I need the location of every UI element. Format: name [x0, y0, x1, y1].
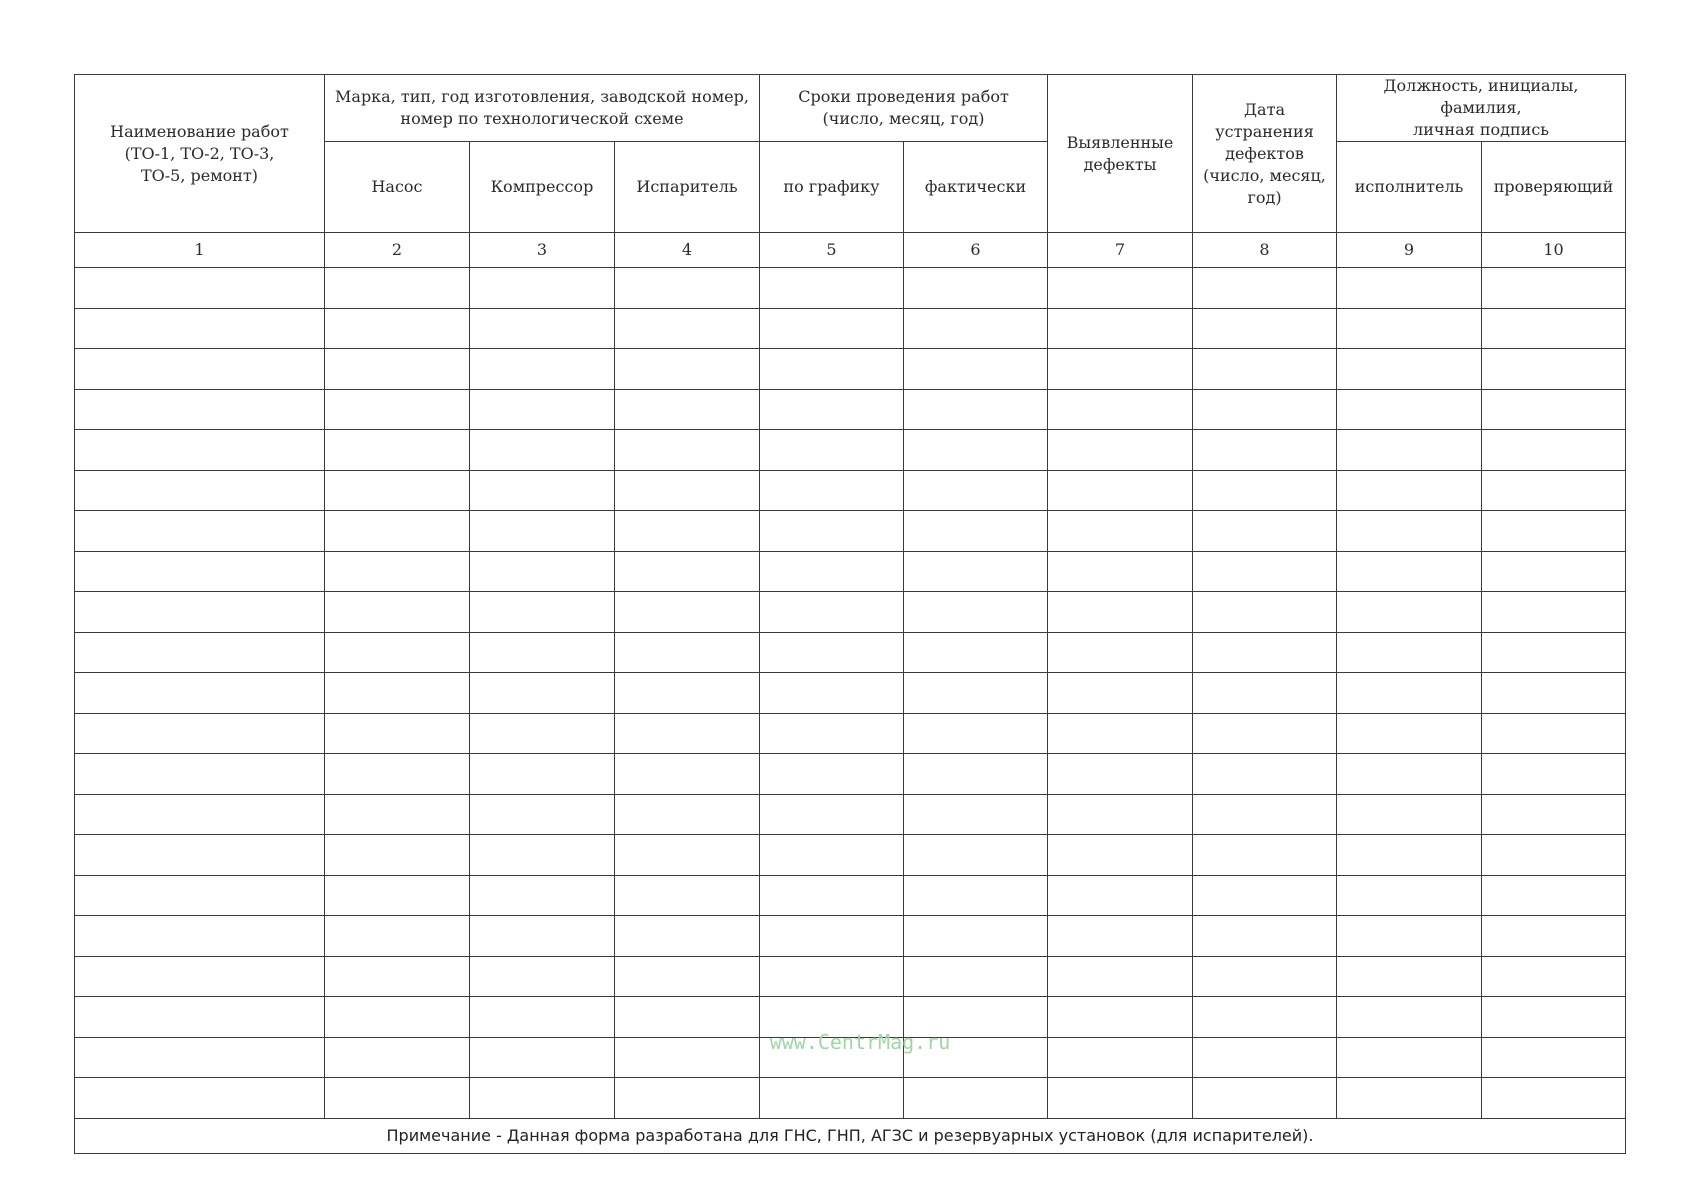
table-cell[interactable]: [1482, 511, 1626, 552]
table-row: [75, 349, 1626, 390]
table-cell[interactable]: [75, 470, 325, 511]
table-cell[interactable]: [1193, 997, 1337, 1038]
table-cell[interactable]: [1193, 470, 1337, 511]
header-defect-fix-date: Дата устранения дефектов (число, месяц, год): [1193, 75, 1337, 233]
table-cell[interactable]: [904, 389, 1048, 430]
table-cell[interactable]: [470, 1078, 615, 1119]
table-cell[interactable]: [1337, 551, 1482, 592]
table-cell[interactable]: [615, 1078, 760, 1119]
table-cell[interactable]: [1482, 268, 1626, 309]
table-cell[interactable]: [615, 713, 760, 754]
table-cell[interactable]: [904, 1078, 1048, 1119]
table-cell[interactable]: [1048, 997, 1193, 1038]
column-number: 3: [470, 233, 615, 268]
table-cell[interactable]: [904, 268, 1048, 309]
table-cell[interactable]: [1048, 511, 1193, 552]
table-cell[interactable]: [615, 632, 760, 673]
table-cell[interactable]: [904, 794, 1048, 835]
table-cell[interactable]: [325, 875, 470, 916]
header-compressor: Компрессор: [470, 142, 615, 233]
table-cell[interactable]: [760, 308, 904, 349]
table-cell[interactable]: [1337, 268, 1482, 309]
table-cell[interactable]: [325, 389, 470, 430]
table-cell[interactable]: [1193, 349, 1337, 390]
table-cell[interactable]: [1048, 875, 1193, 916]
table-cell[interactable]: [615, 835, 760, 876]
table-cell[interactable]: [1193, 268, 1337, 309]
empty-entry-rows: [75, 268, 1626, 1119]
table-cell[interactable]: [615, 754, 760, 795]
table-cell[interactable]: [1193, 754, 1337, 795]
table-cell[interactable]: [470, 916, 615, 957]
table-cell[interactable]: [1482, 349, 1626, 390]
table-cell[interactable]: [470, 308, 615, 349]
table-cell[interactable]: [615, 470, 760, 511]
table-cell[interactable]: [615, 430, 760, 471]
header-inspector: проверяющий: [1482, 142, 1626, 233]
table-cell[interactable]: [325, 470, 470, 511]
table-cell[interactable]: [1193, 956, 1337, 997]
table-cell[interactable]: [1193, 916, 1337, 957]
table-cell[interactable]: [904, 551, 1048, 592]
table-cell[interactable]: [904, 835, 1048, 876]
table-cell[interactable]: [1337, 997, 1482, 1038]
table-cell[interactable]: [325, 349, 470, 390]
table-cell[interactable]: [1482, 673, 1626, 714]
table-cell[interactable]: [1482, 308, 1626, 349]
table-cell[interactable]: [75, 1078, 325, 1119]
table-cell[interactable]: [615, 592, 760, 633]
table-cell[interactable]: [760, 956, 904, 997]
table-cell[interactable]: [325, 754, 470, 795]
table-cell[interactable]: [615, 916, 760, 957]
table-cell[interactable]: [1337, 916, 1482, 957]
table-cell[interactable]: [1337, 632, 1482, 673]
table-cell[interactable]: [75, 551, 325, 592]
table-cell[interactable]: [325, 713, 470, 754]
table-cell[interactable]: [1482, 551, 1626, 592]
table-cell[interactable]: [1193, 794, 1337, 835]
header-row-top: [75, 75, 1626, 142]
table-cell[interactable]: [904, 592, 1048, 633]
table-cell[interactable]: [615, 997, 760, 1038]
table-cell[interactable]: [760, 592, 904, 633]
column-number: 4: [615, 233, 760, 268]
table-cell[interactable]: [75, 875, 325, 916]
table-cell[interactable]: [75, 794, 325, 835]
table-cell[interactable]: [1048, 713, 1193, 754]
table-cell[interactable]: [470, 835, 615, 876]
table-cell[interactable]: [325, 511, 470, 552]
table-cell[interactable]: [1337, 713, 1482, 754]
table-cell[interactable]: [760, 997, 904, 1038]
table-cell[interactable]: [1482, 430, 1626, 471]
table-cell[interactable]: [470, 875, 615, 916]
table-cell[interactable]: [75, 268, 325, 309]
table-cell[interactable]: [1337, 794, 1482, 835]
header-equipment-group: Марка, тип, год изготовления, заводской номер, номер по технологической схеме: [325, 75, 760, 142]
table-cell[interactable]: [325, 551, 470, 592]
table-cell[interactable]: [1048, 794, 1193, 835]
table-cell[interactable]: [75, 389, 325, 430]
table-cell[interactable]: [1048, 592, 1193, 633]
table-row: [75, 997, 1626, 1038]
table-cell[interactable]: [1337, 673, 1482, 714]
column-number: 1: [75, 233, 325, 268]
table-row: [75, 673, 1626, 714]
table-cell[interactable]: [1193, 632, 1337, 673]
form-note: Примечание - Данная форма разработана для ГНС, ГНП, АГЗС и резервуарных установок (для испарителей).: [75, 1118, 1626, 1153]
table-cell[interactable]: [1337, 470, 1482, 511]
table-cell[interactable]: [615, 875, 760, 916]
table-cell[interactable]: [615, 389, 760, 430]
table-cell[interactable]: [760, 754, 904, 795]
table-row: [75, 1037, 1626, 1078]
table-cell[interactable]: [470, 592, 615, 633]
table-cell[interactable]: [75, 308, 325, 349]
column-number: 9: [1337, 233, 1482, 268]
table-cell[interactable]: [1048, 956, 1193, 997]
table-cell[interactable]: [1048, 268, 1193, 309]
table-cell[interactable]: [75, 632, 325, 673]
table-cell[interactable]: [325, 997, 470, 1038]
table-cell[interactable]: [904, 754, 1048, 795]
table-cell[interactable]: [1048, 389, 1193, 430]
header-evaporator: Испаритель: [615, 142, 760, 233]
header-actual: фактически: [904, 142, 1048, 233]
table-cell[interactable]: [1193, 713, 1337, 754]
table-cell[interactable]: [75, 1037, 325, 1078]
table-cell[interactable]: [75, 673, 325, 714]
column-numbers-row: [75, 233, 1626, 268]
table-cell[interactable]: [1048, 308, 1193, 349]
table-cell[interactable]: [1482, 1078, 1626, 1119]
table-cell[interactable]: [1048, 754, 1193, 795]
table-cell[interactable]: [325, 632, 470, 673]
table-cell[interactable]: [760, 673, 904, 714]
table-cell[interactable]: [75, 592, 325, 633]
table-cell[interactable]: [1337, 430, 1482, 471]
table-row: [75, 1078, 1626, 1119]
table-cell[interactable]: [904, 875, 1048, 916]
table-cell[interactable]: [1048, 916, 1193, 957]
table-cell[interactable]: [1337, 1078, 1482, 1119]
table-cell[interactable]: [904, 1037, 1048, 1078]
table-cell[interactable]: [470, 997, 615, 1038]
table-cell[interactable]: [1482, 592, 1626, 633]
table-cell[interactable]: [1482, 875, 1626, 916]
table-cell[interactable]: [1482, 835, 1626, 876]
table-cell[interactable]: [470, 632, 615, 673]
table-cell[interactable]: [760, 349, 904, 390]
table-cell[interactable]: [75, 430, 325, 471]
column-number: 6: [904, 233, 1048, 268]
table-cell[interactable]: [904, 916, 1048, 957]
table-cell[interactable]: [470, 754, 615, 795]
table-cell[interactable]: [1482, 713, 1626, 754]
note-row: [75, 1118, 1626, 1153]
table-cell[interactable]: [470, 430, 615, 471]
header-defects: Выявленные дефекты: [1048, 75, 1193, 233]
table-cell[interactable]: [1193, 592, 1337, 633]
table-row: [75, 389, 1626, 430]
table-cell[interactable]: [760, 835, 904, 876]
table-cell[interactable]: [1048, 835, 1193, 876]
table-cell[interactable]: [904, 713, 1048, 754]
table-row: [75, 511, 1626, 552]
table-cell[interactable]: [615, 1037, 760, 1078]
table-row: [75, 835, 1626, 876]
table-cell[interactable]: [325, 1037, 470, 1078]
table-row: [75, 430, 1626, 471]
table-cell[interactable]: [470, 956, 615, 997]
table-cell[interactable]: [904, 430, 1048, 471]
table-cell[interactable]: [470, 794, 615, 835]
table-row: [75, 268, 1626, 309]
table-cell[interactable]: [760, 268, 904, 309]
table-cell[interactable]: [615, 551, 760, 592]
table-row: [75, 875, 1626, 916]
table-cell[interactable]: [760, 713, 904, 754]
header-signature-group: Должность, инициалы, фамилия, личная подпись: [1337, 75, 1626, 142]
table-cell[interactable]: [1193, 308, 1337, 349]
table-cell[interactable]: [470, 713, 615, 754]
table-cell[interactable]: [75, 713, 325, 754]
watermark-text: www.CentrMag.ru: [769, 1030, 951, 1054]
table-cell[interactable]: [470, 673, 615, 714]
table-cell[interactable]: [470, 349, 615, 390]
table-cell[interactable]: [904, 956, 1048, 997]
table-cell[interactable]: [1048, 673, 1193, 714]
table-cell[interactable]: [1482, 754, 1626, 795]
table-cell[interactable]: [1337, 956, 1482, 997]
table-cell[interactable]: [1337, 754, 1482, 795]
table-row: [75, 916, 1626, 957]
table-cell[interactable]: [325, 308, 470, 349]
table-row: [75, 632, 1626, 673]
table-row: [75, 956, 1626, 997]
table-cell[interactable]: [75, 511, 325, 552]
table-cell[interactable]: [1337, 511, 1482, 552]
table-cell[interactable]: [470, 268, 615, 309]
header-dates-group: Сроки проведения работ (число, месяц, год): [760, 75, 1048, 142]
table-cell[interactable]: [615, 673, 760, 714]
table-cell[interactable]: [1337, 308, 1482, 349]
table-row: [75, 592, 1626, 633]
table-cell[interactable]: [1048, 470, 1193, 511]
table-cell[interactable]: [760, 794, 904, 835]
table-cell[interactable]: [325, 268, 470, 309]
table-cell[interactable]: [904, 632, 1048, 673]
table-cell[interactable]: [760, 1078, 904, 1119]
table-cell[interactable]: [470, 1037, 615, 1078]
table-cell[interactable]: [1193, 835, 1337, 876]
header-executor: исполнитель: [1337, 142, 1482, 233]
table-cell[interactable]: [615, 956, 760, 997]
table-cell[interactable]: [1193, 875, 1337, 916]
table-row: [75, 470, 1626, 511]
table-cell[interactable]: [760, 470, 904, 511]
table-cell[interactable]: [1193, 1037, 1337, 1078]
table-cell[interactable]: [1482, 470, 1626, 511]
column-number: 5: [760, 233, 904, 268]
table-cell[interactable]: [1337, 592, 1482, 633]
table-cell[interactable]: [325, 956, 470, 997]
table-cell[interactable]: [904, 673, 1048, 714]
table-cell[interactable]: [470, 551, 615, 592]
table-cell[interactable]: [325, 592, 470, 633]
maintenance-log-table: [74, 74, 1626, 1154]
table-cell[interactable]: [760, 1037, 904, 1078]
table-cell[interactable]: [1193, 430, 1337, 471]
column-number: 2: [325, 233, 470, 268]
table-cell[interactable]: [760, 511, 904, 552]
table-cell[interactable]: [615, 349, 760, 390]
table-cell[interactable]: [904, 511, 1048, 552]
table-cell[interactable]: [1193, 389, 1337, 430]
header-work-name: Наименование работ (ТО-1, ТО-2, ТО-3, ТО-5, ремонт): [75, 75, 325, 233]
table-cell[interactable]: [75, 835, 325, 876]
table-cell[interactable]: [325, 673, 470, 714]
table-cell[interactable]: [760, 389, 904, 430]
table-cell[interactable]: [325, 1078, 470, 1119]
table-cell[interactable]: [470, 389, 615, 430]
table-cell[interactable]: [760, 430, 904, 471]
table-cell[interactable]: [1482, 632, 1626, 673]
column-number: 10: [1482, 233, 1626, 268]
table-cell[interactable]: [615, 511, 760, 552]
table-cell[interactable]: [325, 916, 470, 957]
table-cell[interactable]: [325, 430, 470, 471]
table-cell[interactable]: [615, 308, 760, 349]
table-cell[interactable]: [904, 470, 1048, 511]
table-cell[interactable]: [1482, 956, 1626, 997]
table-cell[interactable]: [760, 632, 904, 673]
table-cell[interactable]: [1482, 1037, 1626, 1078]
table-cell[interactable]: [904, 997, 1048, 1038]
table-cell[interactable]: [1482, 389, 1626, 430]
table-row: [75, 308, 1626, 349]
table-row: [75, 713, 1626, 754]
table-cell[interactable]: [1337, 1037, 1482, 1078]
table-cell[interactable]: [75, 997, 325, 1038]
table-cell[interactable]: [1193, 511, 1337, 552]
column-number: 8: [1193, 233, 1337, 268]
table-cell[interactable]: [1048, 349, 1193, 390]
table-cell[interactable]: [325, 835, 470, 876]
table-cell[interactable]: [75, 956, 325, 997]
table-cell[interactable]: [75, 754, 325, 795]
table-cell[interactable]: [1482, 794, 1626, 835]
table-cell[interactable]: [470, 470, 615, 511]
table-cell[interactable]: [1193, 673, 1337, 714]
table-cell[interactable]: [615, 794, 760, 835]
table-cell[interactable]: [760, 916, 904, 957]
column-number: 7: [1048, 233, 1193, 268]
header-pump: Насос: [325, 142, 470, 233]
table-cell[interactable]: [1193, 551, 1337, 592]
table-cell[interactable]: [1337, 389, 1482, 430]
table-cell[interactable]: [325, 794, 470, 835]
table-row: [75, 754, 1626, 795]
table-cell[interactable]: [1337, 835, 1482, 876]
table-cell[interactable]: [1048, 1037, 1193, 1078]
table-cell[interactable]: [1193, 1078, 1337, 1119]
table-cell[interactable]: [1048, 1078, 1193, 1119]
table-cell[interactable]: [1337, 875, 1482, 916]
table-row: [75, 794, 1626, 835]
table-cell[interactable]: [75, 916, 325, 957]
table-cell[interactable]: [1482, 916, 1626, 957]
table-cell[interactable]: [1048, 430, 1193, 471]
table-cell[interactable]: [760, 551, 904, 592]
table-cell[interactable]: [1482, 997, 1626, 1038]
table-cell[interactable]: [470, 511, 615, 552]
table-cell[interactable]: [1048, 632, 1193, 673]
table-cell[interactable]: [904, 349, 1048, 390]
table-cell[interactable]: [1048, 551, 1193, 592]
table-cell[interactable]: [904, 308, 1048, 349]
table-cell[interactable]: [760, 875, 904, 916]
table-cell[interactable]: [615, 268, 760, 309]
table-row: [75, 551, 1626, 592]
header-scheduled: по графику: [760, 142, 904, 233]
table-cell[interactable]: [75, 349, 325, 390]
table-cell[interactable]: [1337, 349, 1482, 390]
